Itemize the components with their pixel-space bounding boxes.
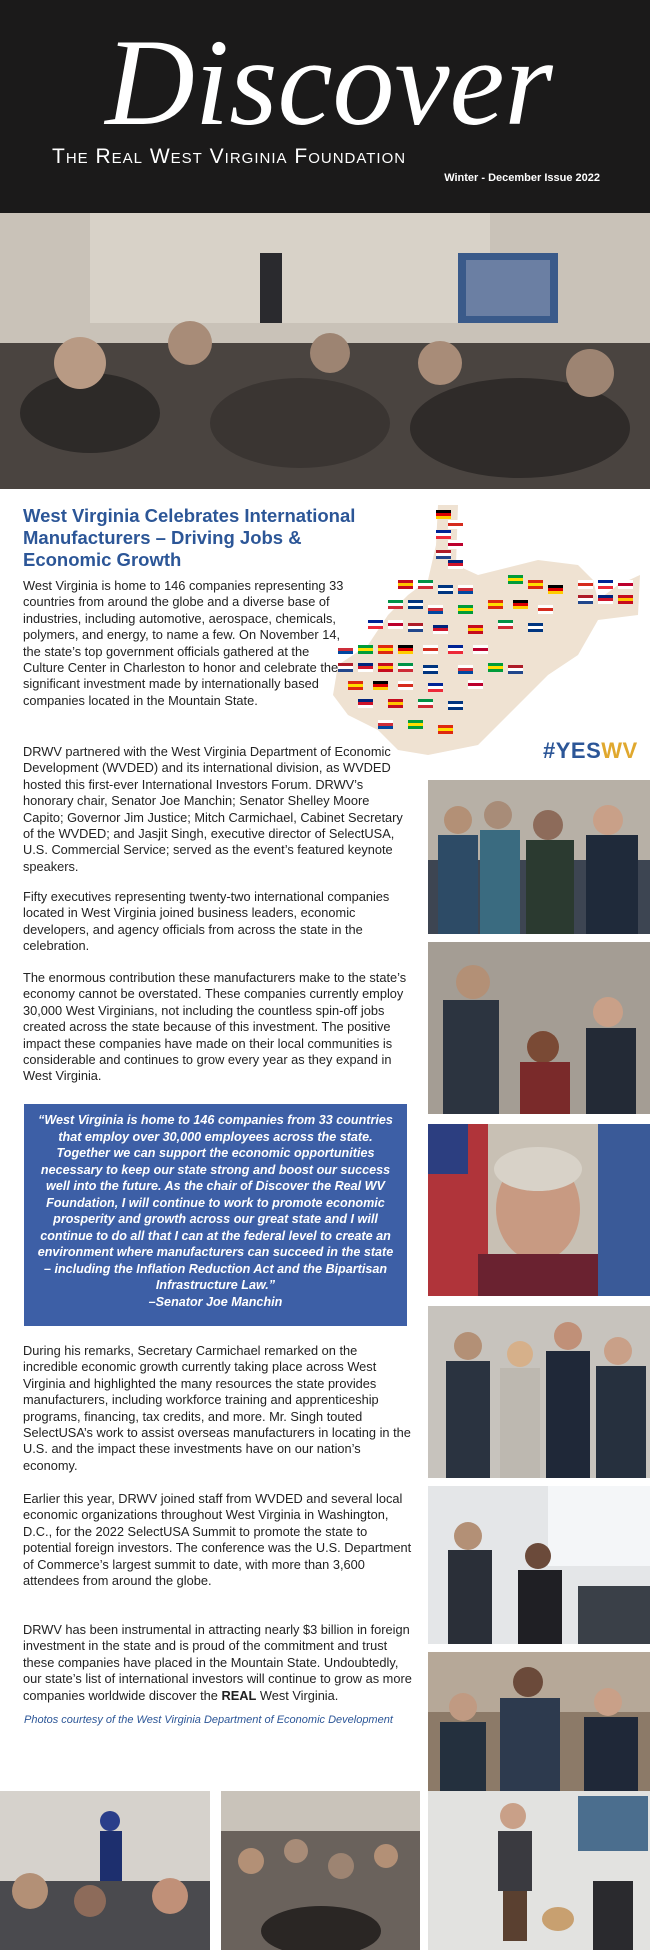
flag-icon	[448, 645, 463, 654]
article-headline: West Virginia Celebrates International Manufacturers – Driving Jobs & Economic Growth	[23, 505, 356, 570]
photo-conversation-group	[428, 942, 650, 1114]
flag-icon	[358, 699, 373, 708]
flag-icon	[408, 623, 423, 632]
flag-icon	[448, 701, 463, 710]
flag-icon	[368, 620, 383, 629]
svg-text:Discover: Discover	[105, 14, 553, 151]
flag-icon	[408, 720, 423, 729]
paragraph-intro: West Virginia is home to 146 companies representing 33 countries from around the globe and a diverse base of industries, including automotive, aerospace, chemicals, polymers, and energy, to name a few. On November 14, the state’s top government officials gathered at the Culture Center in Charleston to honor and celebrate the significant investment made by internationally based companies located in the Mountain State.	[23, 578, 344, 708]
photo-credit: Photos courtesy of the West Virginia Department of Economic Development	[24, 1714, 393, 1726]
paragraph-remarks: During his remarks, Secretary Carmichael remarked on the incredible economic growth currently taking place across West Virginia and highlighted the many resources the state provides manufacturers, including workforce training and apprenticeship programs, financing, tax credits, and more. Mr. Singh touted SelectUSA’s work to assist overseas manufacturers in locating in the U.S. and the impact these investments have on our nation’s economy.	[23, 1343, 411, 1473]
flag-icon	[436, 510, 451, 519]
paragraph-investment: DRWV has been instrumental in attracting nearly $3 billion in foreign investment in the state and is proud of the commitment and trust these companies have placed in the Mountain State. Undoubtedly, our state’s list of international investors will continue to grow as more companies worldwide discover the REAL West Virginia.	[23, 1622, 412, 1703]
flag-icon	[458, 585, 473, 594]
flag-icon	[418, 580, 433, 589]
quote-text: “West Virginia is home to 146 companies from 33 countries that employ over 30,000 employees across the state. Together we can support the economic opportunities necessary to keep our state strong and boost our success well into the future. As the chair of Discover the Real WV Foundation, I will continue to work to promote economic prosperity and growth across our great state and I will continue to do all that I can at the federal level to create an environment where manufacturers can succeed in the state – including the Inflation Reduction Act and the Bipartisan Infrastructure Law.”	[37, 1113, 394, 1292]
flag-icon	[578, 580, 593, 589]
photo-senator-manchin-video	[428, 1124, 650, 1296]
photo-executives-talking	[428, 1652, 650, 1798]
flag-icon	[398, 580, 413, 589]
flag-icon	[468, 625, 483, 634]
flag-icon	[378, 645, 393, 654]
paragraph-selectusa-summit: Earlier this year, DRWV joined staff from WVDED and several local economic organizations throughout West Virginia in Washington, D.C., for the 2022 SelectUSA Summit to promote the state to potential foreign investors. The conference was the U.S. Department of Commerce’s largest summit to date, with more than 3,600 attendees from around the globe.	[23, 1491, 412, 1589]
flag-icon	[398, 681, 413, 690]
flag-icon	[548, 585, 563, 594]
flag-icon	[488, 663, 503, 672]
paragraph-contribution: The enormous contribution these manufacturers make to the state’s economy cannot be overstated. These companies currently employ 30,000 West Virginians, not including the countless spin-off jobs created across the state because of this investment. The positive impact these companies have made on their local communities is considerable and continues to grow every year as they expand in West Virginia.	[23, 970, 407, 1084]
paragraph-executives: Fifty executives representing twenty-two international companies located in West Virginia joined business leaders, economic developers, and agency officials from across the state in the celebration.	[23, 889, 390, 954]
flag-icon	[378, 720, 393, 729]
flag-icon	[528, 623, 543, 632]
flag-icon	[598, 595, 613, 604]
flag-icon	[448, 560, 463, 569]
flag-icon	[473, 645, 488, 654]
yeswv-hashtag: #YESWV	[543, 738, 638, 763]
flag-icon	[458, 665, 473, 674]
flag-icon	[408, 600, 423, 609]
photo-attendees-networking	[428, 780, 650, 934]
flag-icon	[513, 600, 528, 609]
flag-icon	[448, 520, 463, 529]
flag-icon	[618, 595, 633, 604]
flag-icon	[398, 663, 413, 672]
flag-icon	[538, 605, 553, 614]
flag-icon	[358, 663, 373, 672]
photo-speaker-podium	[0, 1791, 210, 1950]
flag-icon	[436, 550, 451, 559]
flag-icon	[388, 699, 403, 708]
flag-icon	[428, 605, 443, 614]
flag-icon	[428, 683, 443, 692]
issue-date: Winter - December Issue 2022	[444, 172, 600, 184]
flag-icon	[388, 600, 403, 609]
west-virginia-flags-map	[328, 505, 642, 765]
hero-photo-forum-audience	[0, 213, 650, 489]
flag-icon	[508, 665, 523, 674]
paragraph-partnership: DRWV partnered with the West Virginia Department of Economic Development (WVDED) and its international division, as WVDED hosted this first-ever International Investors Forum. DRWV’s honorary chair, Senator Joe Manchin; Senator Shelley Moore Capito; Governor Jim Justice; Mitch Carmichael, Cabinet Secretary of the WVDED; and Jasjit Singh, executive director of SelectUSA, U.S. Commercial Service; served as the event’s featured keynote speakers.	[23, 744, 403, 874]
photo-reception-mingling	[428, 1486, 650, 1644]
flag-icon	[448, 540, 463, 549]
flag-icon	[378, 663, 393, 672]
flag-icon	[618, 580, 633, 589]
flag-icon	[458, 605, 473, 614]
flag-icon	[578, 595, 593, 604]
flag-icon	[418, 699, 433, 708]
flag-icon	[438, 725, 453, 734]
photo-officials-group	[428, 1306, 650, 1478]
photo-audience-tables	[221, 1791, 420, 1950]
discover-logo	[44, 6, 614, 156]
flag-icon	[358, 645, 373, 654]
flag-icon	[488, 600, 503, 609]
flag-icon	[438, 585, 453, 594]
flag-icon	[508, 575, 523, 584]
flag-icon	[436, 530, 451, 539]
flag-icon	[433, 625, 448, 634]
manchin-quote-box	[24, 1104, 407, 1326]
flag-icon	[528, 580, 543, 589]
photo-speaker-seated-with-dog	[428, 1791, 650, 1950]
flag-icon	[388, 620, 403, 629]
masthead	[0, 0, 650, 213]
quote-attribution: –Senator Joe Manchin	[148, 1294, 283, 1309]
flag-icon	[398, 645, 413, 654]
flag-icon	[423, 665, 438, 674]
flag-icon	[373, 681, 388, 690]
masthead-subtitle: The Real West Virginia Foundation	[52, 145, 407, 168]
flag-icon	[498, 620, 513, 629]
flag-icon	[468, 680, 483, 689]
flag-icon	[423, 645, 438, 654]
flag-icon	[598, 580, 613, 589]
